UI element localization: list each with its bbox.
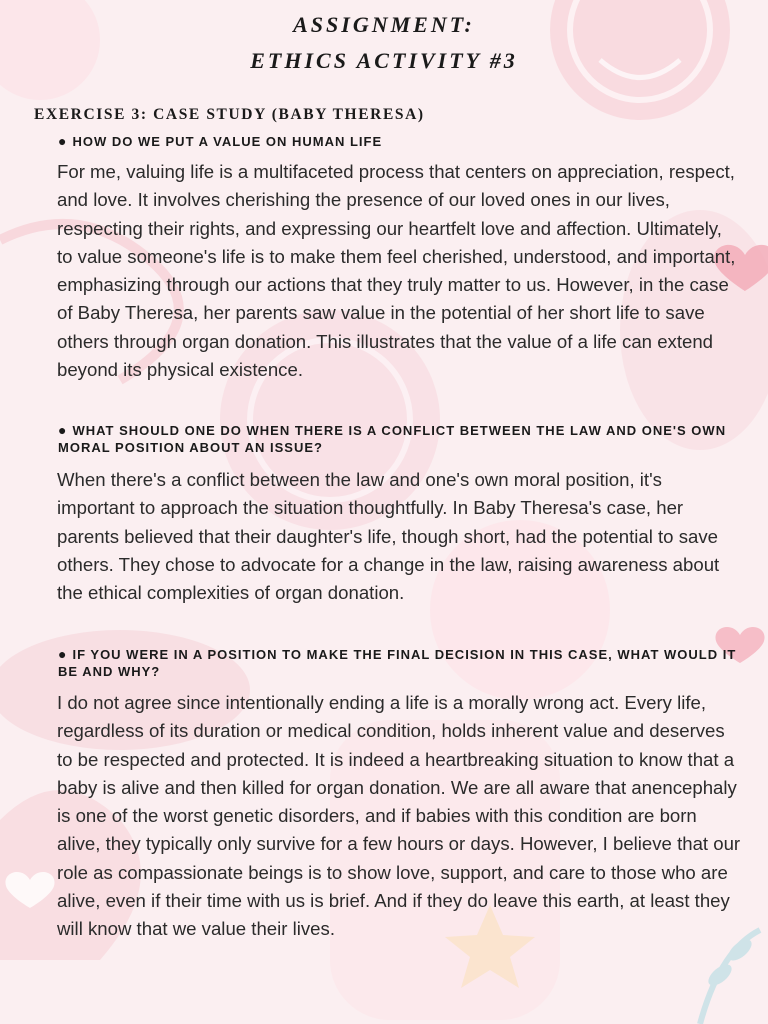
question-2 [58,422,738,456]
bullet-icon: ● [58,646,67,662]
answer-3: I do not agree since intentionally ending a life is a morally wrong act. Every life, regardless of its duration or medical condition, holds inherent value and deserves to be respected and protected. It is indeed a heartbreaking situation to know that a baby is alive and then killed for organ donation. We are all aware that anencephaly is one of the worst genetic disorders, and if babies with this condition are born alive, they typically only survive for a few hours or days. However, I believe that our role as compassionate beings is to show love, support, and care to those who are alive, even if their time with us is brief. And if they do leave this earth, at least they will know that we value their lives. [57,692,741,940]
question-3 [58,646,738,680]
bullet-icon: ● [58,133,67,149]
exercise-heading: EXERCISE 3: CASE STUDY (BABY THERESA) [34,106,425,123]
answer-1: For me, valuing life is a multifaceted process that centers on appreciation, respect, and love. It involves cherishing the presence of our loved ones in our lives, respecting their rights, and expressing our heartfelt love and affection. Ultimately, to value someone's life is to make them feel cherished, understood, and important, emphasizing through our actions that they truly matter to us. However, in the case of Baby Theresa, her parents saw value in the potential of her short life to save others through organ donation. This illustrates that the value of a life can extend beyond its physical existence. [57,161,736,381]
title-line-1: ASSIGNMENT: [293,12,475,37]
bullet-icon: ● [58,422,67,438]
question-text: HOW DO WE PUT A VALUE ON HUMAN LIFE [72,134,383,149]
answer-2: When there's a conflict between the law and one's own moral position, it's important to approach the situation thoughtfully. In Baby Theresa's case, her parents believed that their daughter's life, though short, had the potential to save others. They chose to advocate for a change in the law, raising awareness about the ethical complexities of organ donation. [57,469,720,604]
title-line-2: ETHICS ACTIVITY #3 [250,48,518,73]
question-text: IF YOU WERE IN A POSITION TO MAKE THE FINAL DECISION IN THIS CASE, WHAT WOULD IT BE AND WHY? [58,647,737,679]
question-1 [58,133,738,150]
question-text: WHAT SHOULD ONE DO WHEN THERE IS A CONFLICT BETWEEN THE LAW AND ONE'S OWN MORAL POSITION ABOUT AN ISSUE? [58,423,727,455]
